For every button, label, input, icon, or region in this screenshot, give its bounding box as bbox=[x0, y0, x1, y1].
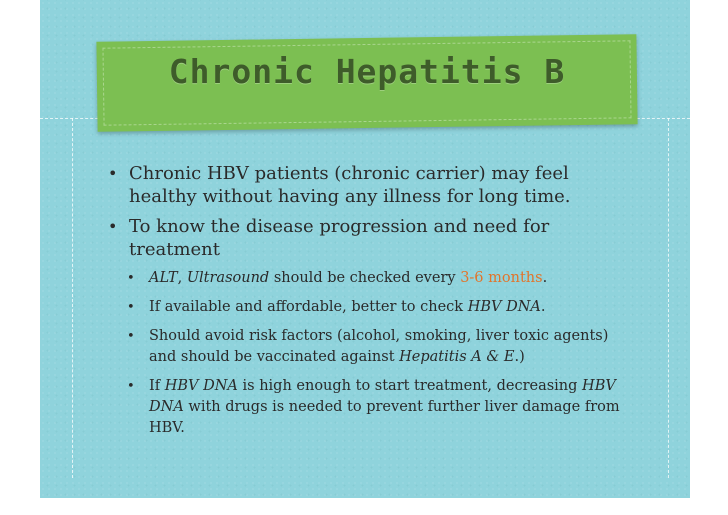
hepatitis-term: Hepatitis A & E bbox=[399, 349, 515, 365]
sub-bullet-text: If available and affordable, better to check bbox=[149, 299, 468, 315]
stitch-line-right bbox=[668, 118, 669, 478]
hbv-dna-term: HBV DNA bbox=[164, 378, 238, 394]
hbv-dna-term: HBV DNA bbox=[467, 299, 541, 315]
bullet-marker: • bbox=[108, 217, 118, 236]
bullet-marker: • bbox=[127, 379, 135, 394]
bullet-marker: • bbox=[127, 300, 135, 315]
hbv-dna-term: HBV DNA bbox=[149, 378, 616, 415]
stitch-line-outer-right bbox=[690, 118, 720, 119]
sub-bullet-item bbox=[105, 326, 625, 368]
sub-bullet-item bbox=[105, 297, 625, 318]
slide-title: Chronic Hepatitis B bbox=[168, 52, 566, 91]
alt-term: ALT bbox=[149, 270, 178, 286]
bullet-item bbox=[105, 162, 625, 208]
sub-bullet-text: .) bbox=[514, 349, 525, 365]
ultrasound-term: Ultrasound bbox=[186, 270, 270, 286]
slide-content bbox=[105, 162, 625, 447]
sub-bullet-text: with drugs is needed to prevent further liver damage from HBV. bbox=[149, 399, 620, 436]
bullet-marker: • bbox=[108, 164, 118, 183]
sub-bullet-text: is high enough to start treatment, decreasing bbox=[237, 378, 583, 394]
sub-bullet-text: Should avoid risk factors (alcohol, smoking, liver toxic agents) and should be vaccinated against bbox=[149, 328, 609, 365]
sub-bullet-item bbox=[105, 376, 625, 439]
bullet-text: To know the disease progression and need for treatment bbox=[129, 216, 550, 260]
sub-bullet-text: If bbox=[149, 378, 165, 394]
sub-bullet-text: should be checked every bbox=[269, 270, 461, 286]
bullet-text: Chronic HBV patients (chronic carrier) may feel healthy without having any illness for long time. bbox=[129, 163, 571, 207]
bullet-marker: • bbox=[127, 271, 135, 286]
bullet-item bbox=[105, 215, 625, 261]
sub-bullet-item bbox=[105, 268, 625, 289]
stitch-line-left bbox=[72, 118, 73, 478]
sub-bullet-text: , bbox=[177, 270, 187, 286]
sub-bullet-text: . bbox=[542, 270, 548, 286]
highlight-interval: 3-6 months bbox=[460, 270, 543, 286]
bullet-marker: • bbox=[127, 329, 135, 344]
sub-bullet-text: . bbox=[540, 299, 546, 315]
stitch-line-outer-left bbox=[8, 118, 40, 119]
